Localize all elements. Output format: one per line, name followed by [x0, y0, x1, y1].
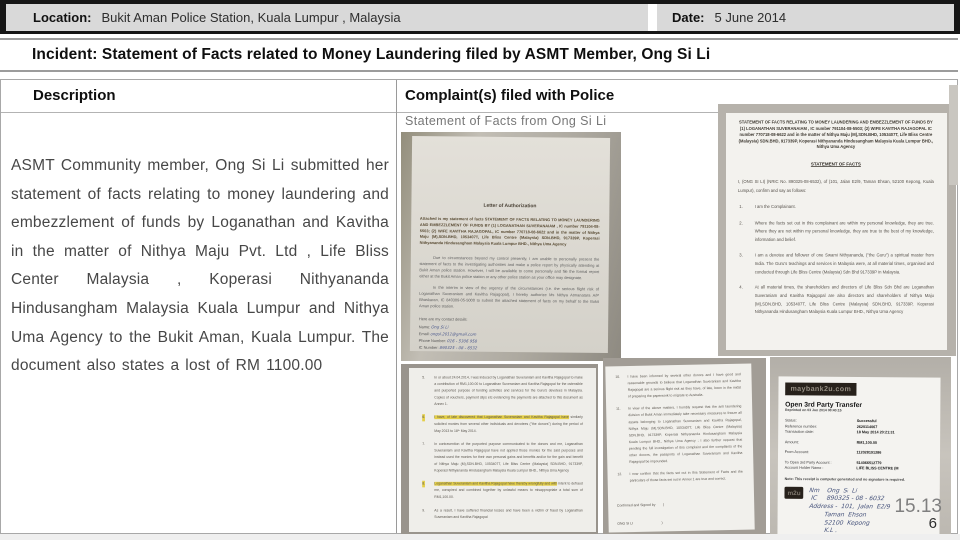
statement-item-highlighted	[421, 414, 583, 434]
slide-page-number: 6	[928, 515, 937, 532]
field-label: Account Holder Name :	[784, 465, 824, 471]
field-label: Transaction date:	[784, 429, 814, 435]
handwritten-line: Taman Ehson	[809, 510, 868, 518]
field-label: Status:	[784, 418, 797, 424]
contact-ic-line	[419, 346, 599, 352]
scan-page	[605, 363, 754, 532]
maybank-banner: maybank2u.com	[785, 382, 856, 395]
location-date-bar	[0, 0, 960, 34]
letter-para: In the interim in view of the urgency of the circumstances (i.e. the serious flight risk of Loganathan Suveraniam and Kavitha Rajagopal), I hereby authorize Ms Nithya Atmanatara A/P Bhaskaran, IC 840309-05-5000 to submit the attached statement of facts on my behalf to the Bukit Aman police station.	[419, 285, 600, 309]
field-value: Successful	[856, 418, 877, 424]
handwritten-line: IC 890325 - 08 - 6032	[809, 494, 886, 502]
item-text: In or about 24.04.2014, I was induced by Loganathan Suveraniam and Kavitha Rajagopal to make a contribution of RM1,100.00 to Loganathan Suveraniam and Kavitha Rajagopal for the ostensible and purported purpose of funding activities and services for the Guru's devotees in Malaysia. Copies of vouchers, payment slips etc evidencing the payments are attached to this document as Annex 1.	[434, 375, 583, 407]
ic-handwritten: 890325 - 08 - 6532	[439, 345, 478, 351]
phone-label: Phone Number:	[418, 338, 447, 344]
m2u-logo: m2u	[784, 486, 803, 498]
column-divider	[396, 80, 397, 533]
statement-item	[738, 285, 934, 318]
item-number: 8.	[422, 481, 426, 486]
field-value: 514066512779	[856, 460, 882, 466]
sign-block	[617, 488, 745, 533]
item-number: 11.	[616, 407, 621, 412]
item-text: I now confirm that the facts set out in this Statement of Facts and the particulars of those facts set out in Annex 1 are true and correct.	[629, 469, 743, 483]
item-text: similarly solicited monies from several other individuals and devotees ("the donors") during the period of May 2013 to 18ᵗʰ May 2014.	[434, 415, 583, 433]
date-label: Date:	[672, 10, 705, 25]
letter-content	[410, 136, 609, 353]
handwritten-line: Address - 101, Jalan E2/9	[809, 502, 892, 511]
receipt-subtitle: Reprinted on 03 Jun 2014 08:40:15	[785, 407, 842, 413]
location-label: Location:	[33, 10, 92, 25]
field-value: 112028191286	[856, 450, 882, 456]
scan-letter-of-authorization	[401, 132, 621, 361]
field-value: 2620114067	[856, 424, 878, 430]
item-number: 4.	[739, 286, 743, 291]
scan-statement-page2	[401, 364, 598, 534]
location-value: Bukit Aman Police Station, Kuala Lumpur , Malaysia	[101, 10, 401, 25]
date-value: 5 June 2014	[714, 10, 787, 25]
scan-page	[410, 136, 610, 353]
field-value: RM1,100.00	[856, 440, 878, 446]
item-text: Where the facts set out in this complainant are within my personal knowledge, they are true. Where they are not within my personal knowledge, they are true to the best of my knowledge, information and belief.	[754, 221, 934, 243]
receipt-field-transaction-date	[785, 430, 923, 437]
item-number: 5.	[422, 375, 426, 380]
statement-item	[615, 404, 743, 467]
handwritten-line: 52100 Kepong	[809, 518, 871, 527]
statement-p2-content	[409, 368, 595, 532]
phone-handwritten: 016 - 5306 958	[446, 339, 478, 344]
statement-heading: STATEMENT OF FACTS	[810, 162, 861, 168]
item-text-highlight: Loganathan Suveraniam and Kavitha Rajagopal have thereby wrongfully and with	[434, 481, 558, 486]
name-handwritten: Ong Si Li	[431, 325, 450, 330]
statement-header: STATEMENT OF FACTS RELATING TO MONEY LAUNDERING AND EMBEZZLEMENT OF FUNDS BY (1) LOGANATHAN SUVERANAIAM , IC number 791104-08-5503; (2) WIFE KAVITHA RAJAGOPAL IC number 770718-08-6622 and in the matter of Nithya Maju (M),SDN.BHD, 1053407T, Life Bliss Centre (Malaysia) SDN.BHD, 917339P, Koperasi Nithyananda Hindusangham Malaysia Kuala Lumpur BHD., Nithya Uma Agency	[738, 120, 934, 150]
statement-item	[738, 252, 934, 277]
ic-label: IC Number:	[418, 345, 439, 351]
contact-email-line	[419, 332, 599, 338]
field-label: Reference number:	[784, 424, 818, 429]
letter-para: Attached is my statement of facts STATEMENT OF FACTS RELATING TO MONEY LAUNDERING AND EMBEZZLEMENT OF FUNDS BY (1) LOGANATHAN SUVERANAIAM , IC number 791104-08-5503; (2) WIFE KAVITHA RAJAGOPAL, IC number 770718-08-6622 and in the matter of Nithya Maju (M),SDN.BHD, 1053407T, Life Bliss Centre (Malaysia) SDN.BHD, 917339P, Koperasi Nithyananda Hindusangham Malaysia Kuala Lumpur BHD., Nithya Uma Agency	[419, 216, 600, 247]
field-label: To Open 3rd Party Account :	[784, 460, 832, 465]
item-text: In view of the above matters, I humbly request that the anti laundering division of Bukit Aman immediately take necessary measures to freeze all assets belonging to Loganathan Suveraniam and Kavitha Rajagopal, Nithya Maju (M),SDN.BHD, 1053407T, Life Bliss Centre (Malaysia) SDN.BHD, 917339P, Koperasi Nithyananda Hindusangham Malaysia Kuala Lumpur BHD., Nithya Uma Agency ; I also further request that pending the full investigation of this complaint and the complaints of the other donors, the passports of Loganathan Suveraniam and Kavitha Rajagopal be impounded.	[628, 404, 743, 465]
item-text-highlight: I have, of late discovered that Loganathan Suveraniam and Kavitha Rajagopal have	[434, 415, 569, 420]
item-text: As a result, I have suffered financial losses and have been a victim of fraud by Loganathan Suveraniam and Kavitha Rajagopal	[434, 508, 583, 520]
signer-name: ONG SI LI )	[617, 521, 663, 526]
statement-item	[738, 204, 934, 212]
description-header: Description	[33, 87, 116, 104]
statement-item	[614, 371, 741, 400]
date-cell	[657, 4, 954, 31]
receipt-field-holder-name	[785, 466, 923, 473]
email-handwritten: ongsl.2011@gmail.com	[430, 332, 477, 338]
field-label: From Account:	[784, 449, 809, 455]
statement-item	[421, 507, 583, 520]
topbar-divider	[648, 4, 657, 31]
field-value: 18 May 2014 20:21:31	[856, 430, 895, 435]
field-value: LIFE BLISS CENTRE (M	[856, 466, 899, 472]
contact-phone-line	[419, 339, 599, 345]
statement-item-highlighted	[421, 481, 583, 501]
item-number: 10.	[615, 375, 621, 379]
item-number: 2.	[739, 221, 743, 226]
contact-name-line	[419, 325, 599, 331]
handwritten-line: Nm Ong Sᵢ Li	[809, 486, 858, 494]
letter-title: Letter of Authorization	[483, 202, 537, 209]
item-text: In contravention of the purported purpose communicated to the donors and me, Loganathan Suveraniam and Kavitha Rajagopal have not applied those monies for the said purposes and instead used the monies for their own personal gains and benefits and/or for the gain and benefit of Nithya Maju (M),SDN.BHD, 1053407T, Life Bliss Centre (Malaysia) SDN.BHD, 917339P, Koperasi Nithyananda Hindusangham Malaysia Kuala Lumpur BHD., Nithya Uma Agency	[434, 442, 583, 473]
video-timestamp: 15.13	[894, 496, 942, 517]
scan-statement-page1	[718, 104, 956, 356]
statement-p1-content	[726, 113, 946, 332]
location-cell	[6, 4, 648, 31]
statement-intro: I, (ONG SI LI) (NRIC No. 890325-08-6532), of (101, Jalan E2/9, Taman Ehsan, 52100 Kepong, Kuala Lumpur), confirm and say as follows:	[737, 180, 934, 194]
receipt-field-amount	[785, 440, 923, 447]
incident-bar	[0, 38, 958, 72]
incident-title: Incident: Statement of Facts related to Money Laundering filed by ASMT Member, Ong Si Li	[32, 46, 711, 63]
description-text: ASMT Community member, Ong Si Li submitted her statement of facts relating to money laundering and embezzlement of funds by Loganathan and Kavitha in the matter of Nithya Maju Pvt. Ltd , Life Bliss Center Malaysia , Koperasi Nithyananda Hindusangham Malaysia Kuala Lumpur and Nithya Uma Agency to the Bukit Aman, Kuala Lumpur. The document also states a lost of RM 1100.00	[11, 157, 389, 375]
contact-heading: Here are my contact details:	[418, 317, 468, 323]
receipt-note: Note: This receipt is computer generated and no signature is required.	[784, 477, 905, 482]
main-table	[0, 79, 958, 534]
complaints-header: Complaint(s) filed with Police	[405, 87, 615, 104]
item-number: 1.	[739, 205, 743, 210]
statement-p3-content	[605, 364, 754, 533]
item-number: 7.	[422, 442, 426, 446]
statement-item	[421, 441, 583, 474]
handwritten-line: K.L .	[808, 527, 839, 534]
item-text: intent to defraud me, conspired and combined together by unlawful means to misappropriate a total sum of RM1,100.00.	[434, 481, 583, 500]
item-text: At all material times, the shareholders and directors of Life Bliss Sdn Bhd are Loganathan Suveraniam and Kavitha Rajagopal are also directors and shareholders of Nithya Maju (M),SDN.BHD, 1053407T, Life Bliss Centre (Malaysia) SDN.BHD, 917339P, Koperasi Nithyananda Hindusangham Malaysia Kuala Lumpur BHD., Nithya Uma Agency	[754, 286, 934, 315]
item-text: I have been informed by several other donors and I have good and reasonable grounds to believe that Loganathan Suveraniam and Kavitha Rajagopal are a serious flight risk as they have, of late, been in the midst of preparing the paperwork to migrate to Australia.	[627, 372, 742, 399]
name-label: Name:	[418, 325, 431, 330]
statement-item	[616, 469, 743, 485]
item-number: 3.	[739, 253, 743, 259]
sign-line: Confirmed and Signed by )	[616, 502, 665, 508]
receipt-field-from-account	[785, 450, 923, 457]
scan-page	[409, 368, 596, 532]
bottom-strip	[0, 534, 960, 540]
item-number: 12.	[617, 472, 623, 477]
email-label: Email:	[418, 332, 430, 337]
scan-statement-final-page	[603, 358, 766, 534]
statement-item	[738, 220, 934, 245]
letter-para: Due to circumstances beyond my control presently, I am unable to personally present the statement of facts to the investigating authorities and make a police report by physically attending at Bukit Aman police station. However, I will be available to come personally and file the formal report either at the Bukit Aman police station or any other police station as your office may designate.	[419, 255, 600, 281]
item-text: I am a devotee and follower of one Swami Nithyananda, ("the Guru") a spiritual master from India. The Guru's teachings and services in Malaysia were, at all material times, organised and conducted through Life Bliss Centre (Malaysia) Sdn Bhd 917339P in Malaysia.	[754, 253, 934, 275]
photo-edge-strip	[949, 85, 958, 185]
statement-item	[421, 375, 583, 408]
statement-caption: Statement of Facts from Ong Si Li	[405, 114, 607, 128]
receipt-title: Open 3rd Party Transfer	[785, 400, 863, 409]
field-label: Amount:	[784, 439, 799, 445]
item-number: 6.	[422, 415, 426, 420]
item-number: 9.	[422, 508, 426, 513]
item-text: I am the Complainant.	[754, 205, 796, 210]
scan-page	[726, 113, 947, 350]
